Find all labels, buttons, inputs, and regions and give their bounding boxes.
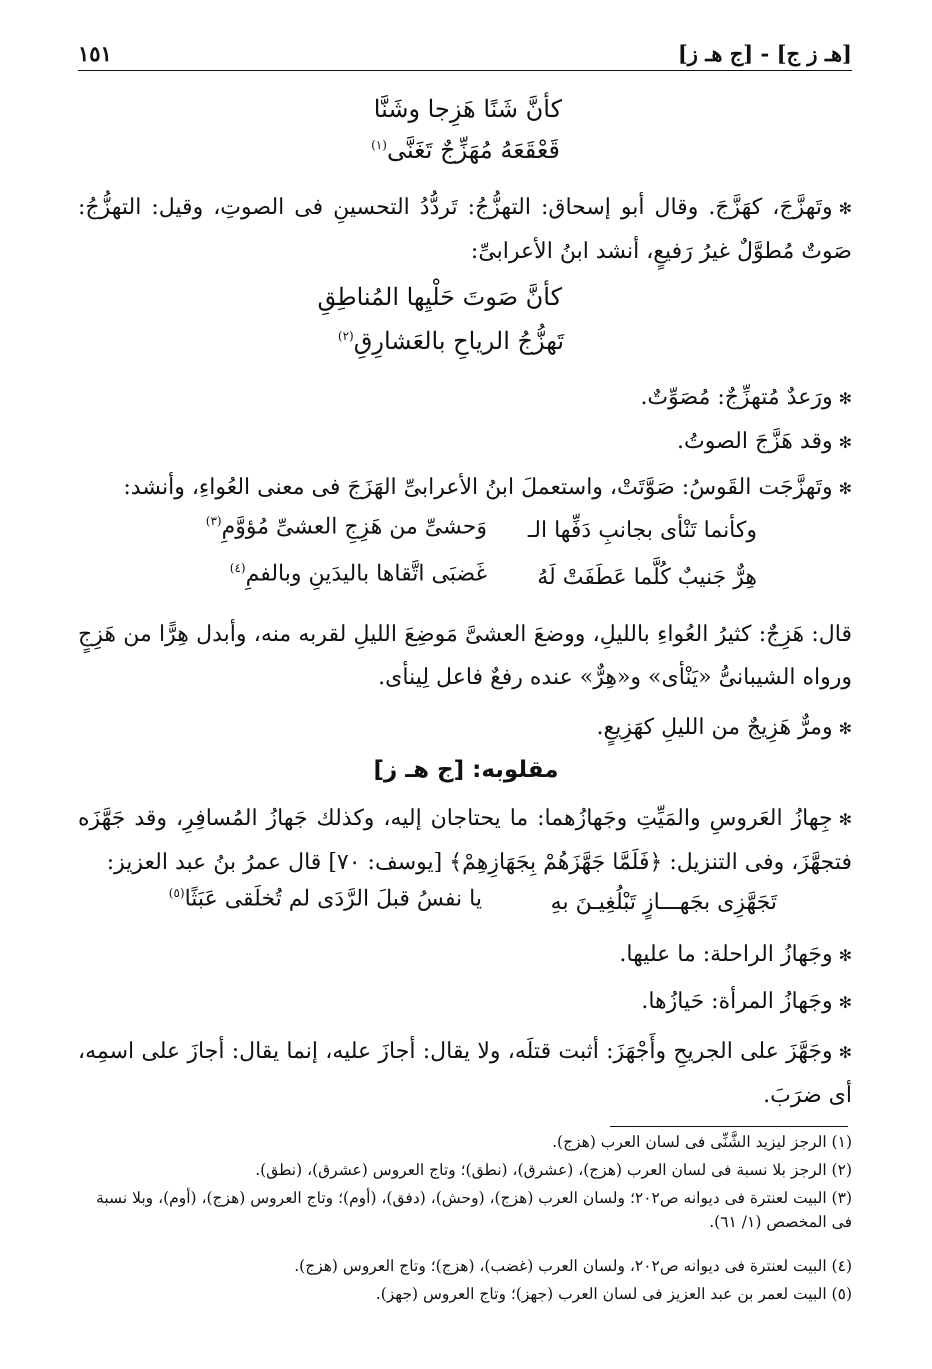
asterisk-icon: ✻ bbox=[838, 993, 852, 1012]
paragraph: قال: هَزِجٌ: كثيرُ العُواءِ بالليلِ، ووضعَ العشىَّ مَوضِعَ الليلِ لقربه منه، وأبدل هِرًّا من هَزِجٍ ورواه الشيبانىُّ «يَنْأى» و«هِرٌّ» عنده رفعٌ فاعل لِينأى. bbox=[78, 622, 852, 690]
footnote-ref: (١) bbox=[371, 138, 387, 152]
running-title: [هـ ز ج] - [ج هـ ز] bbox=[677, 40, 852, 66]
verse-1-line-1: كأنَّ شَنًا هَزِجا وشَنَّا bbox=[373, 95, 562, 123]
couplet-1-left: وَحشىِّ من هَزِجِ العشىِّ مُؤوَّمِ$^{(٣)}$ bbox=[205, 514, 487, 540]
footnote: (٣) البيت لعنترة فى ديوانه ص٢٠٢؛ ولسان العرب (هزج)، (وحش)، (دفق)، (أوم)؛ وتاج العروس (هزج)، (أوم)، وبلا نسبة فى المخصص (١/ ٦١). bbox=[96, 1189, 852, 1231]
paragraph: ✻جِهازُ العَروسِ والمَيِّتِ وجَهازُهما: ما يحتاجان إليه، وكذلك جَهازُ المُسافِرِ، وقد جَهَّزَه فتجهَّزَ، وفى التنزيل: ﴿فَلَمَّا جَهَّزَهُمْ بِجَهَازِهِمْ﴾ [يوسف: ٧٠] قال عمرُ بنُ عبد العزيز: bbox=[78, 806, 852, 875]
verse-1-line-2: قَعْقَعَهُ مُهَزِّجٌ تَغَنَّى$^{(١)}$ bbox=[371, 136, 560, 164]
page-header bbox=[78, 38, 852, 68]
paragraph: ✻وتَهزَّجَ، كهَزَّجَ. وقال أبو إسحاق: التهزُّجُ: تَردُّدُ التحسينِ فى الصوتِ، وقيل: التهزُّجُ: صَوتٌ مُطوَّلٌ غيرُ رَفيعٍ، أنشد ابنُ الأعرابىِّ: bbox=[78, 195, 852, 264]
header-rule bbox=[78, 70, 852, 71]
footnote-ref: (٤) bbox=[229, 561, 246, 575]
verse-2-line-1: كأنَّ صَوتَ حَلْيِها المُناطِقِ bbox=[317, 283, 562, 311]
footnote: (٢) الرجز بلا نسبة فى لسان العرب (هزج)، (عشرق)، (نطق)؛ وتاج العروس (عشرق)، (نطق). bbox=[255, 1161, 852, 1179]
asterisk-icon: ✻ bbox=[838, 389, 852, 408]
couplet-2-right: هِرٌّ جَنيبٌ كُلَّما عَطَفَتْ لَهُ bbox=[537, 565, 757, 590]
footnote-ref: (٢) bbox=[337, 329, 354, 343]
couplet-2-left: غَضبَى اتَّقاها باليدَينِ وبالفمِ$^{(٤)}$ bbox=[229, 561, 487, 587]
paragraph: ✻وتَهزَّجَت القَوسُ: صَوَّتَتْ، واستعملَ ابنُ الأعرابىِّ الهَزَجَ فى معنى العُواءِ، وأنشد: bbox=[123, 475, 852, 500]
section-title: مقلوبه: [ج هـ ز] bbox=[373, 757, 559, 783]
asterisk-icon: ✻ bbox=[838, 199, 852, 218]
paragraph: ✻وجَهازُ الراحلة: ما عليها. bbox=[619, 942, 852, 967]
couplet-1-right: وكأنما تَنْأى بجانبِ دَفِّها الـ bbox=[527, 518, 757, 543]
asterisk-icon: ✻ bbox=[838, 810, 852, 829]
footnote: (٤) البيت لعنترة فى ديوانه ص٢٠٢، ولسان العرب (غضب)، (هزج)؛ وتاج العروس (هزج). bbox=[294, 1257, 852, 1275]
verse-2-line-2: تَهزُّجُ الرياحِ بالعَشارِقِ$^{(٢)}$ bbox=[337, 327, 564, 355]
paragraph: ✻ومرٌّ هَزِيجٌ من الليلِ كهَزِيعٍ. bbox=[596, 715, 852, 740]
footnote: (١) الرجز ليزيد الشَّنِّى فى لسان العرب (هزج). bbox=[552, 1133, 852, 1151]
asterisk-icon: ✻ bbox=[838, 719, 852, 738]
couplet-3-left: يا نفسُ قبلَ الرَّدَى لم تُخلَقى عَبَثًا$^{(٥)}$ bbox=[168, 886, 482, 912]
footnote-ref: (٣) bbox=[205, 514, 222, 528]
footnote-rule bbox=[610, 1126, 848, 1127]
paragraph: ✻وقد هَزَّجَ الصوتُ. bbox=[677, 429, 852, 454]
footnote-ref: (٥) bbox=[168, 886, 185, 900]
paragraph: ✻وجَهَّزَ على الجريحِ وأَجْهَزَ: أثبت قتلَه، ولا يقال: أجازَ عليه، إنما يقال: أجازَ على اسمِه، أى ضرَبَ. bbox=[78, 1039, 852, 1108]
asterisk-icon: ✻ bbox=[838, 946, 852, 965]
paragraph: ✻ورَعدٌ مُتهزِّجٌ: مُصَوِّتٌ. bbox=[640, 385, 852, 410]
couplet-3-right: تَجَهَّزِى بجَهـــازٍ تَبْلُغِيـنَ بهِ bbox=[550, 890, 777, 915]
page-number: ١٥١ bbox=[78, 40, 112, 66]
asterisk-icon: ✻ bbox=[838, 1043, 852, 1062]
asterisk-icon: ✻ bbox=[838, 433, 852, 452]
footnote: (٥) البيت لعمر بن عبد العزيز فى لسان العرب (جهز)؛ وتاج العروس (جهز). bbox=[375, 1285, 852, 1303]
asterisk-icon: ✻ bbox=[838, 479, 852, 498]
paragraph: ✻وجَهازُ المرأة: حَيازُها. bbox=[641, 989, 852, 1014]
